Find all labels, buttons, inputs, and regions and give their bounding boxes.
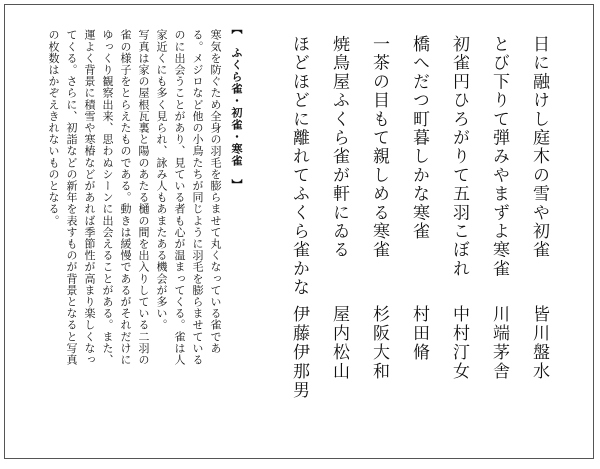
- commentary-title: 【 ふくら雀・初雀・寒雀 】: [230, 23, 243, 191]
- commentary-line: の枚数はかぞえきれないものとなる。: [47, 29, 60, 227]
- poem-author-7: 伊藤伊那男: [289, 305, 309, 400]
- poem-author-2: 川端茅舎: [489, 305, 509, 381]
- commentary-line: 運よく背景に積雪や寒椿などがあれば季節性が高まり楽しくなっ: [83, 29, 96, 366]
- poem-author-3: 中村汀女: [449, 305, 469, 381]
- poem-line-5: 一茶の目もて親しめる寒雀: [369, 35, 389, 260]
- commentary-line: る。メジロなど他の小鳥たちが同じように羽毛を膨らませている: [191, 29, 204, 366]
- poem-author-5: 杉阪大和: [369, 305, 389, 381]
- poem-line-2: とび下りて弾みやまずよ寒雀: [489, 35, 509, 279]
- commentary-line: 雀の様子をとらえたものである。動きは緩慢であるがそれだけに: [119, 29, 132, 366]
- poem-line-4: 橋へだつ町暮しかな寒雀: [409, 35, 429, 241]
- commentary-line: 家近くにも多く見られ、詠み人もあまたある機会が多い。: [155, 29, 168, 331]
- poem-line-3: 初雀円ひろがりて五羽こぼれ: [449, 35, 469, 279]
- commentary-line: のに出会うことがあり、見ている者も心が温まってくる。雀は人: [173, 29, 186, 366]
- commentary-line: ゆっくり観察出来、思わぬシーンに出会えることがある。また、: [101, 29, 114, 366]
- poem-author-1: 皆川盤水: [529, 305, 549, 381]
- commentary-line: てくる。さらに、初詣などの新年を表すものが背景となると写真: [65, 29, 78, 366]
- poem-line-6: 焼鳥屋ふくら雀が軒にゐる: [329, 35, 349, 260]
- poem-line-1: 日に融けし庭木の雪や初雀: [529, 35, 549, 260]
- poem-author-4: 村田脩: [409, 305, 429, 362]
- commentary-line: 寒気を防ぐため全身の羽毛を膨らませて丸くなっている雀であ: [209, 29, 222, 354]
- poem-line-7: ほどほどに離れてふくら雀かな: [289, 35, 309, 297]
- commentary-line: 写真は家の屋根瓦裏と陽のあたる樋の間を出入りしている二羽の: [137, 29, 150, 366]
- book-page: [4, 4, 594, 459]
- poem-author-6: 屋内松山: [329, 305, 349, 381]
